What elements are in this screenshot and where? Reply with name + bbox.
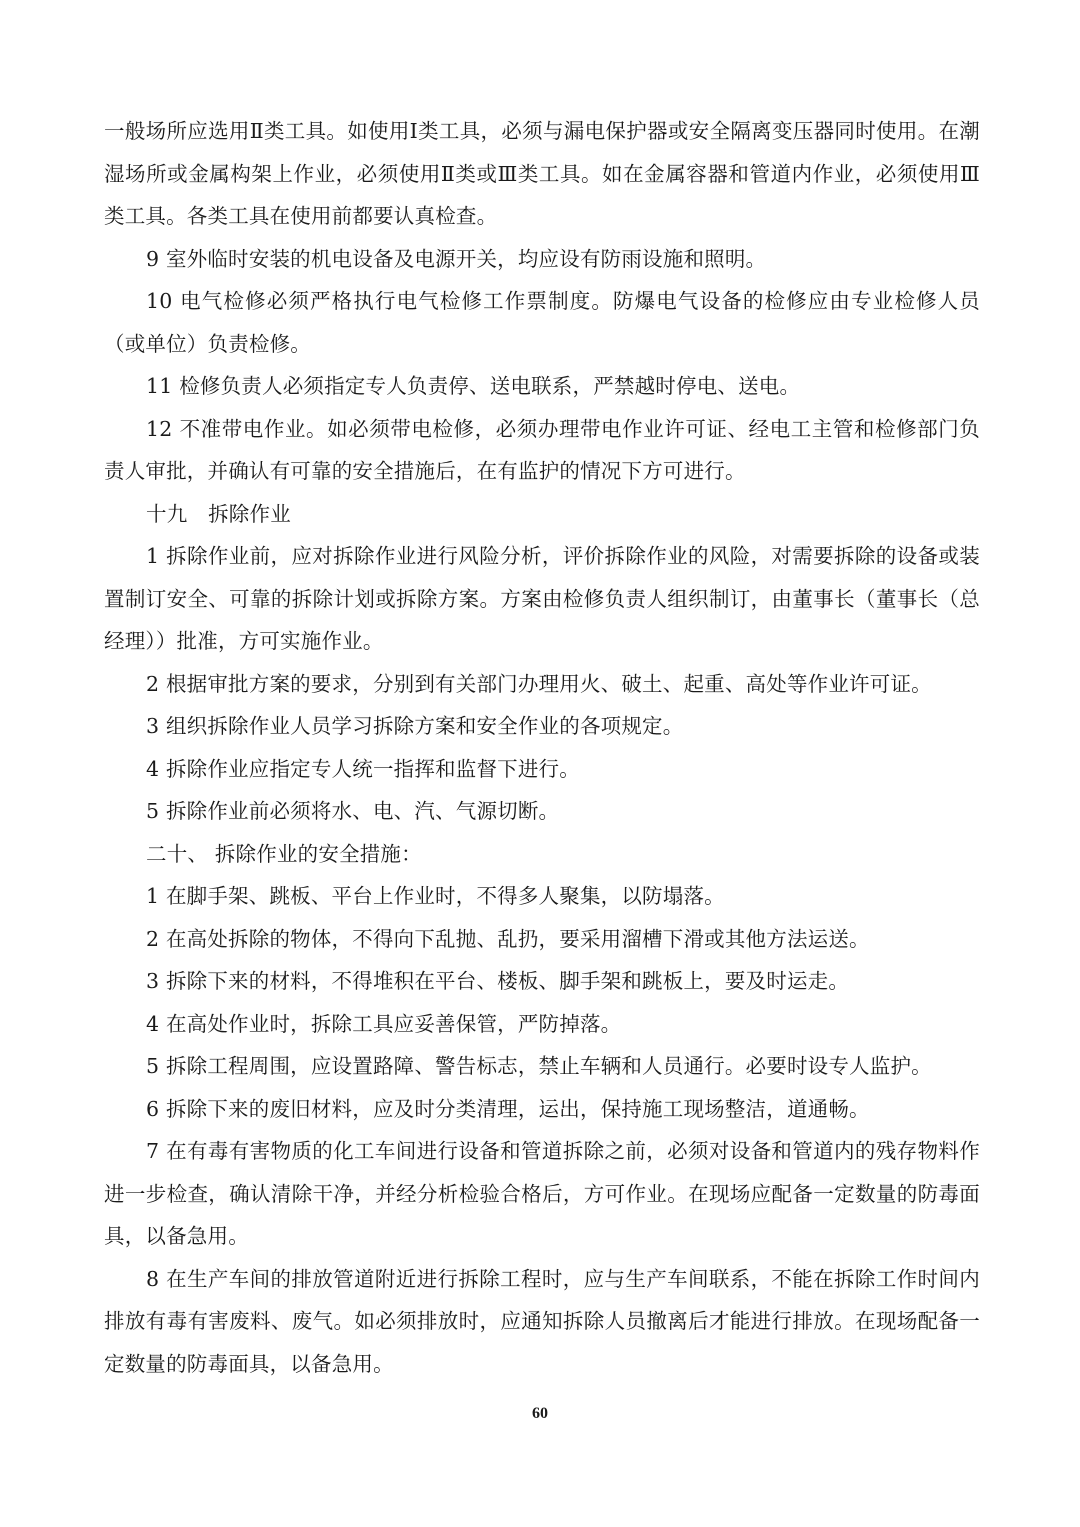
paragraph-demolition-4: 4 拆除作业应指定专人统一指挥和监督下进行。 bbox=[146, 756, 580, 781]
paragraph-safety-1: 1 在脚手架、跳板、平台上作业时，不得多人聚集，以防塌落。 bbox=[146, 884, 725, 908]
paragraph-safety-6: 6 拆除下来的废旧材料，应及时分类清理，运出，保持施工现场整洁，道通畅。 bbox=[146, 1096, 870, 1121]
paragraph-safety-7: 7 在有毒有害物质的化工车间进行设备和管道拆除之前，必须对设备和管道内的残存物料作进一步检查，确认清除干净，并经分析检验合格后，方可作业。在现场应配备一定数量的防毒面具，以备急用。 bbox=[104, 1139, 980, 1248]
paragraph-item-11: 11 检修负责人必须指定专人负责停、送电联系，严禁越时停电、送电。 bbox=[146, 374, 801, 398]
section-heading-19: 十九 拆除作业 bbox=[146, 501, 291, 526]
paragraph-safety-5: 5 拆除工程周围，应设置路障、警告标志，禁止车辆和人员通行。必要时设专人监护。 bbox=[146, 1054, 932, 1078]
paragraph-safety-3: 3 拆除下来的材料，不得堆积在平台、楼板、脚手架和跳板上，要及时运走。 bbox=[146, 969, 850, 993]
paragraph-item-9: 9 室外临时安装的机电设备及电源开关，均应设有防雨设施和照明。 bbox=[146, 246, 767, 271]
paragraph-demolition-1: 1 拆除作业前，应对拆除作业进行风险分析，评价拆除作业的风险，对需要拆除的设备或装置制订安全、可靠的拆除计划或拆除方案。方案由检修负责人组织制订，由董事长（董事长（总经理））批准，方可实施作业。 bbox=[104, 544, 980, 653]
page-number: 60 bbox=[532, 1405, 548, 1422]
section-heading-20: 二十、 拆除作业的安全措施： bbox=[146, 841, 422, 866]
document-body bbox=[104, 110, 980, 1385]
paragraph-demolition-5: 5 拆除作业前必须将水、电、汽、气源切断。 bbox=[146, 799, 560, 823]
paragraph-item-10: 10 电气检修必须严格执行电气检修工作票制度。防爆电气设备的检修应由专业检修人员（或单位）负责检修。 bbox=[104, 289, 980, 356]
paragraph-demolition-2: 2 根据审批方案的要求，分别到有关部门办理用火、破土、起重、高处等作业许可证。 bbox=[146, 671, 932, 696]
paragraph-safety-2: 2 在高处拆除的物体，不得向下乱抛、乱扔，要采用溜槽下滑或其他方法运送。 bbox=[146, 926, 870, 951]
paragraph-demolition-3: 3 组织拆除作业人员学习拆除方案和安全作业的各项规定。 bbox=[146, 714, 684, 738]
paragraph-tools: 一般场所应选用Ⅱ类工具。如使用Ⅰ类工具，必须与漏电保护器或安全隔离变压器同时使用。在潮湿场所或金属构架上作业，必须使用Ⅱ类或Ⅲ类工具。如在金属容器和管道内作业，必须使用Ⅲ类工具。各类工具在使用前都要认真检查。 bbox=[104, 119, 980, 228]
paragraph-item-12: 12 不准带电作业。如必须带电检修，必须办理带电作业许可证、经电工主管和检修部门负责人审批，并确认有可靠的安全措施后，在有监护的情况下方可进行。 bbox=[104, 416, 980, 483]
paragraph-safety-8: 8 在生产车间的排放管道附近进行拆除工程时，应与生产车间联系，不能在拆除工作时间内排放有毒有害废料、废气。如必须排放时，应通知拆除人员撤离后才能进行排放。在现场配备一定数量的防毒面具，以备急用。 bbox=[104, 1266, 980, 1376]
paragraph-safety-4: 4 在高处作业时，拆除工具应妥善保管，严防掉落。 bbox=[146, 1011, 622, 1036]
